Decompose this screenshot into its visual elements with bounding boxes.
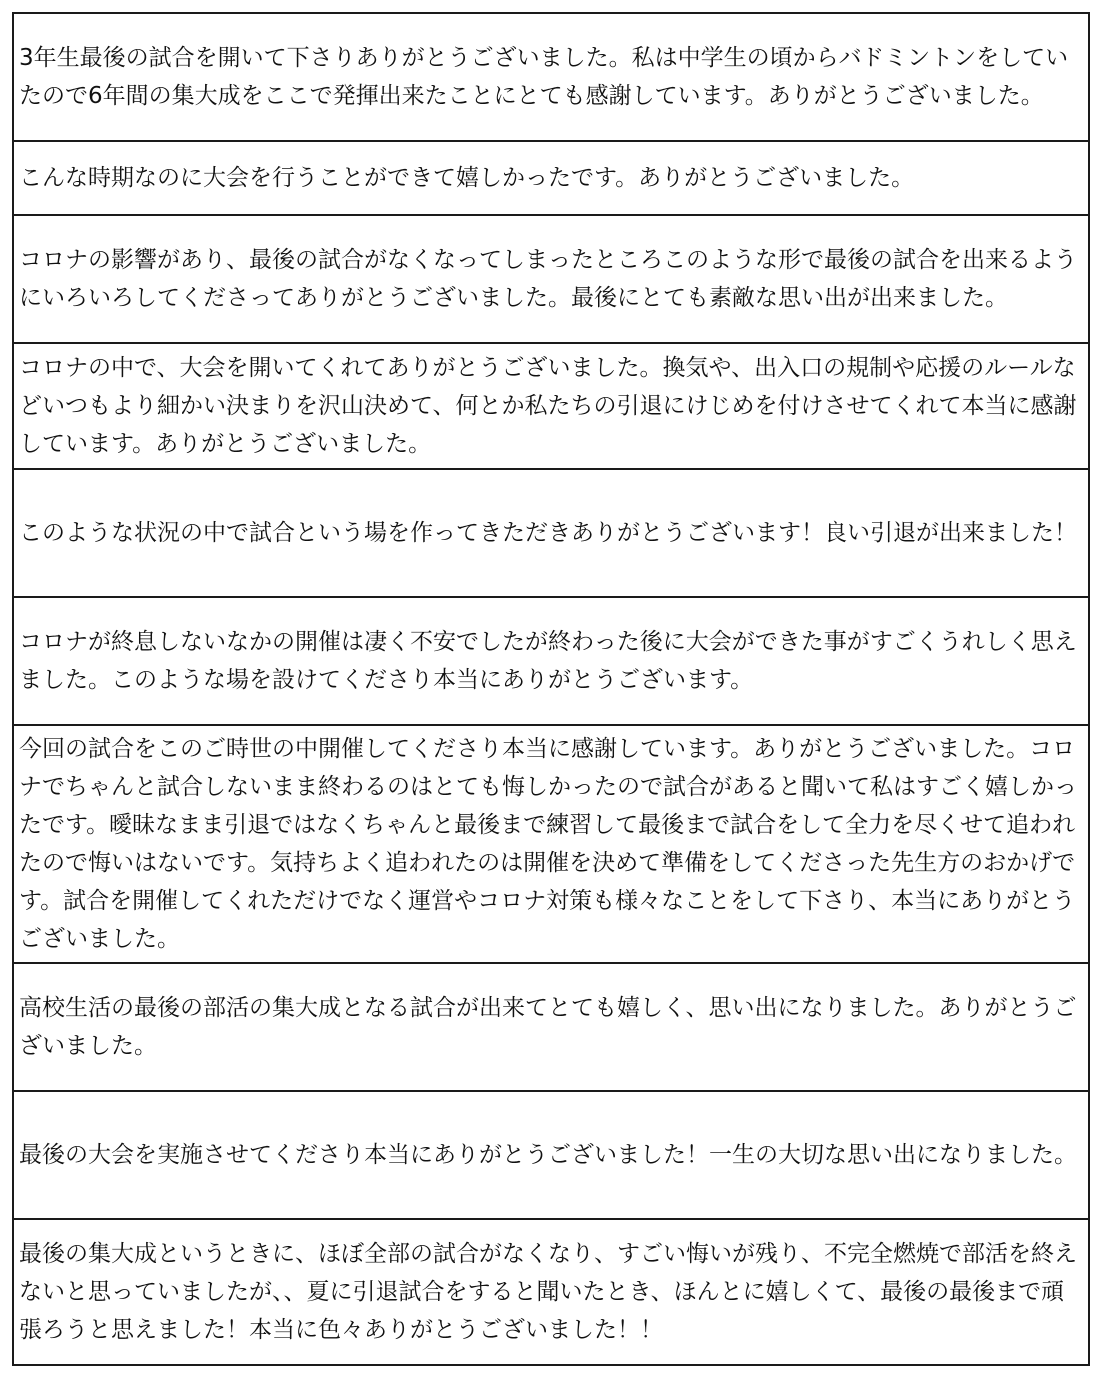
table-row [13, 13, 1089, 141]
comment-cell: コロナが終息しないなかの開催は凄く不安でしたが終わった後に大会ができた事がすごくうれしく思えました。このような場を設けてくださり本当にありがとうございます。 [13, 597, 1089, 725]
comment-cell: 今回の試合をこのご時世の中開催してくださり本当に感謝しています。ありがとうございました。コロナでちゃんと試合しないまま終わるのはとても悔しかったので試合があると聞いて私はすごく嬉しかったです。曖昧なまま引退ではなくちゃんと最後まで練習して最後まで試合をして全力を尽くせて追われたので悔いはないです。気持ちよく追われたのは開催を決めて準備をしてくださった先生方のおかげです。試合を開催してくれただけでなく運営やコロナ対策も様々なことをして下さり、本当にありがとうございました。 [13, 725, 1089, 963]
table-row [13, 141, 1089, 215]
table-row [13, 469, 1089, 597]
table-row [13, 215, 1089, 343]
comment-cell: コロナの影響があり、最後の試合がなくなってしまったところこのような形で最後の試合を出来るようにいろいろしてくださってありがとうございました。最後にとても素敵な思い出が出来ました。 [13, 215, 1089, 343]
table-row [13, 597, 1089, 725]
comment-cell: コロナの中で、大会を開いてくれてありがとうございました。換気や、出入口の規制や応援のルールなどいつもより細かい決まりを沢山決めて、何とか私たちの引退にけじめを付けさせてくれて本当に感謝しています。ありがとうございました。 [13, 343, 1089, 469]
comment-cell: 高校生活の最後の部活の集大成となる試合が出来てとても嬉しく、思い出になりました。ありがとうございました。 [13, 963, 1089, 1091]
comment-cell: 最後の大会を実施させてくださり本当にありがとうございました！一生の大切な思い出になりました。 [13, 1091, 1089, 1219]
table-row [13, 1219, 1089, 1365]
table-row [13, 343, 1089, 469]
comment-cell: 3年生最後の試合を開いて下さりありがとうございました。私は中学生の頃からバドミントンをしていたので6年間の集大成をここで発揮出来たことにとても感謝しています。ありがとうございました。 [13, 13, 1089, 141]
table-row [13, 725, 1089, 963]
table-row [13, 1091, 1089, 1219]
comment-cell: このような状況の中で試合という場を作ってきただきありがとうございます！良い引退が出来ました！ [13, 469, 1089, 597]
comment-cell: こんな時期なのに大会を行うことができて嬉しかったです。ありがとうございました。 [13, 141, 1089, 215]
comment-cell: 最後の集大成というときに、ほぼ全部の試合がなくなり、すごい悔いが残り、不完全燃焼で部活を終えないと思っていましたが、、夏に引退試合をすると聞いたとき、ほんとに嬉しくて、最後の最後まで頑張ろうと思えました！本当に色々ありがとうございました！！ [13, 1219, 1089, 1365]
comment-table [12, 12, 1090, 1366]
table-row [13, 963, 1089, 1091]
